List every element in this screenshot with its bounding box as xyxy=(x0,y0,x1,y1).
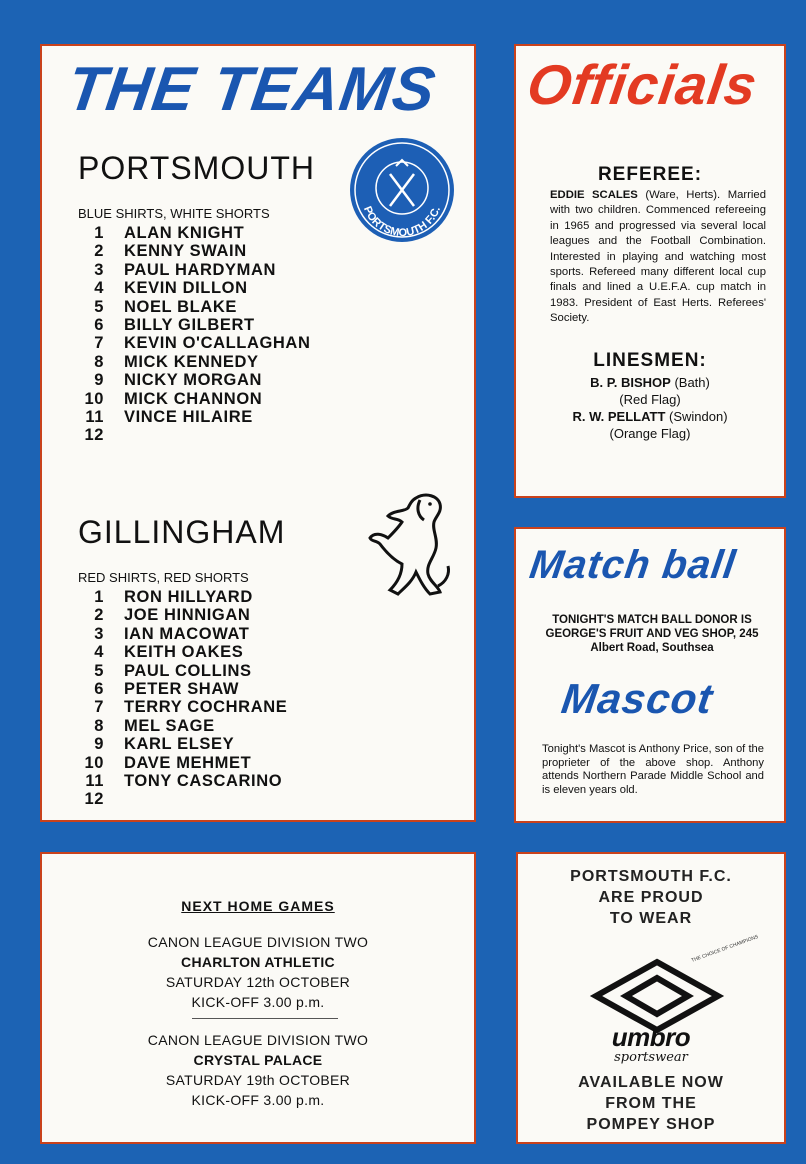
umbro-brand: umbro xyxy=(611,1022,691,1052)
player-row xyxy=(78,754,287,772)
player-row xyxy=(78,698,287,716)
player-row xyxy=(78,426,310,444)
home-team-kit: BLUE SHIRTS, WHITE SHORTS xyxy=(78,206,270,221)
linesman-1-name: B. P. BISHOP xyxy=(590,375,671,390)
player-number: 11 xyxy=(85,771,104,790)
player-row xyxy=(78,353,310,371)
player-row xyxy=(78,279,310,297)
player-row xyxy=(78,772,287,790)
linesman-2-town: (Swindon) xyxy=(665,409,728,424)
gillingham-horse-icon xyxy=(368,490,454,598)
player-number: 2 xyxy=(94,242,104,261)
player-row xyxy=(78,606,287,624)
player-number: 12 xyxy=(84,790,104,809)
umbro-line-1: PORTSMOUTH F.C. xyxy=(570,868,732,885)
player-row xyxy=(78,334,310,352)
game-2-date: SATURDAY 19th OCTOBER xyxy=(165,1072,351,1088)
next-game-2 xyxy=(42,1030,474,1110)
player-name: RON HILLYARD xyxy=(124,588,253,606)
player-number: 4 xyxy=(94,279,104,298)
game-1-kickoff: KICK-OFF 3.00 p.m. xyxy=(191,994,325,1010)
player-name: PETER SHAW xyxy=(124,679,240,698)
player-row xyxy=(78,298,310,316)
umbro-line-3: TO WEAR xyxy=(609,910,693,927)
officials-panel xyxy=(514,44,786,498)
away-roster xyxy=(78,588,287,809)
player-row xyxy=(78,717,287,735)
player-row xyxy=(78,588,287,606)
umbro-brand-sub: sportswear xyxy=(614,1050,688,1065)
player-number: 7 xyxy=(94,698,104,717)
player-name: KARL ELSEY xyxy=(124,735,235,754)
player-row xyxy=(78,735,287,753)
player-number: 3 xyxy=(94,260,104,279)
matchball-donor-text: TONIGHT'S MATCH BALL DONOR IS GEORGE'S FRUIT AND VEG SHOP, 245 Albert Road, Southsea xyxy=(545,614,759,654)
game-1-competition: CANON LEAGUE DIVISION TWO xyxy=(147,934,369,950)
away-team-name: GILLINGHAM xyxy=(78,514,286,550)
linesman-2-flag: (Orange Flag) xyxy=(609,426,691,441)
game-2-competition: CANON LEAGUE DIVISION TWO xyxy=(147,1032,369,1048)
next-game-1 xyxy=(42,932,474,1012)
player-row xyxy=(78,224,310,242)
matchball-panel xyxy=(514,527,786,823)
player-row xyxy=(78,371,310,389)
player-row xyxy=(78,625,287,643)
player-name: TONY CASCARINO xyxy=(124,771,283,790)
referee-heading: REFEREE: xyxy=(597,164,703,185)
umbro-logo-tagline: THE CHOICE OF CHAMPIONS xyxy=(690,934,760,964)
player-number: 10 xyxy=(84,389,104,408)
player-name: PAUL HARDYMAN xyxy=(124,260,277,279)
matchball-title: Match ball xyxy=(526,543,739,587)
home-roster xyxy=(78,224,310,445)
portsmouth-crest-logo xyxy=(348,136,456,244)
linesman-1-town: (Bath) xyxy=(670,375,710,390)
linesman-2 xyxy=(516,408,784,425)
player-number: 10 xyxy=(84,753,104,772)
player-name: KEITH OAKES xyxy=(124,643,244,662)
player-name: ALAN KNIGHT xyxy=(124,224,245,242)
svg-text:PORTSMOUTH F.C.: PORTSMOUTH F.C. xyxy=(360,204,443,240)
umbro-line-6: POMPEY SHOP xyxy=(586,1116,716,1133)
player-number: 5 xyxy=(94,297,104,316)
player-name: KENNY SWAIN xyxy=(124,242,247,261)
player-row xyxy=(78,790,287,808)
game-1-opponent: CHARLTON ATHLETIC xyxy=(181,954,335,970)
player-number: 5 xyxy=(94,661,104,680)
player-name: NICKY MORGAN xyxy=(124,371,262,390)
player-row xyxy=(78,316,310,334)
teams-title: THE TEAMS xyxy=(63,55,441,124)
player-name: MICK KENNEDY xyxy=(124,352,259,371)
umbro-availability xyxy=(518,1072,784,1135)
linesman-1-flag: (Red Flag) xyxy=(619,392,681,407)
player-number: 2 xyxy=(94,606,104,625)
player-name: KEVIN DILLON xyxy=(124,279,248,298)
player-number: 3 xyxy=(94,624,104,643)
player-number: 11 xyxy=(85,407,104,426)
player-row xyxy=(78,662,287,680)
player-name: MICK CHANNON xyxy=(124,389,263,408)
player-number: 9 xyxy=(94,371,104,390)
away-team-kit: RED SHIRTS, RED SHORTS xyxy=(78,570,249,585)
player-number: 12 xyxy=(84,426,104,445)
player-row xyxy=(78,680,287,698)
player-row xyxy=(78,643,287,661)
player-name: BILLY GILBERT xyxy=(124,315,255,334)
player-number: 8 xyxy=(94,352,104,371)
officials-title: Officials xyxy=(523,53,762,116)
umbro-line-2: ARE PROUD xyxy=(598,889,704,906)
games-divider xyxy=(192,1018,338,1019)
player-row xyxy=(78,242,310,260)
referee-bio xyxy=(550,188,766,327)
umbro-ad-panel xyxy=(516,852,786,1144)
referee-name: EDDIE SCALES xyxy=(550,189,638,201)
player-number: 7 xyxy=(94,334,104,353)
game-1-date: SATURDAY 12th OCTOBER xyxy=(165,974,351,990)
linesman-1 xyxy=(516,374,784,391)
player-name: TERRY COCHRANE xyxy=(124,698,288,717)
umbro-line-4: AVAILABLE NOW xyxy=(578,1074,724,1091)
game-2-kickoff: KICK-OFF 3.00 p.m. xyxy=(191,1092,325,1108)
player-number: 6 xyxy=(94,315,104,334)
player-number: 6 xyxy=(94,679,104,698)
player-number: 4 xyxy=(94,643,104,662)
player-name: IAN MACOWAT xyxy=(124,624,250,643)
next-games-heading: NEXT HOME GAMES xyxy=(181,898,335,914)
mascot-text: Tonight's Mascot is Anthony Price, son of the proprieter of the above shop. Anthony attends Northern Parade Middle School and is eleven years old. xyxy=(542,743,764,796)
player-name: PAUL COLLINS xyxy=(124,661,252,680)
player-name: KEVIN O'CALLAGHAN xyxy=(124,334,311,353)
player-name: NOEL BLAKE xyxy=(124,297,237,316)
player-row xyxy=(78,261,310,279)
home-team-name: PORTSMOUTH xyxy=(78,150,315,186)
umbro-line-5: FROM THE xyxy=(605,1095,697,1112)
game-2-opponent: CRYSTAL PALACE xyxy=(193,1052,323,1068)
player-number: 9 xyxy=(94,735,104,754)
player-number: 1 xyxy=(94,588,104,606)
player-name: VINCE HILAIRE xyxy=(124,407,253,426)
player-name: JOE HINNIGAN xyxy=(124,606,251,625)
next-home-games-panel xyxy=(40,852,476,1144)
player-number: 8 xyxy=(94,716,104,735)
linesman-2-name: R. W. PELLATT xyxy=(572,409,666,424)
player-row xyxy=(78,408,310,426)
referee-bio-text: (Ware, Herts). Married with two children. Commenced refereeing in 1965 and progressed via several local leagues and the Football Combination. Interested in playing and watching most sports. Refereed many different local cup finals and lined a U.E.F.A. cup match in 1983. President of East Herts. Referees' Society. xyxy=(550,189,766,325)
umbro-intro xyxy=(518,866,784,929)
player-row xyxy=(78,390,310,408)
player-number: 1 xyxy=(94,224,104,242)
teams-panel xyxy=(40,44,476,822)
linesmen-heading: LINESMEN: xyxy=(593,350,707,371)
player-name: MEL SAGE xyxy=(124,716,215,735)
mascot-title: Mascot xyxy=(558,675,717,722)
player-name: DAVE MEHMET xyxy=(124,753,252,772)
